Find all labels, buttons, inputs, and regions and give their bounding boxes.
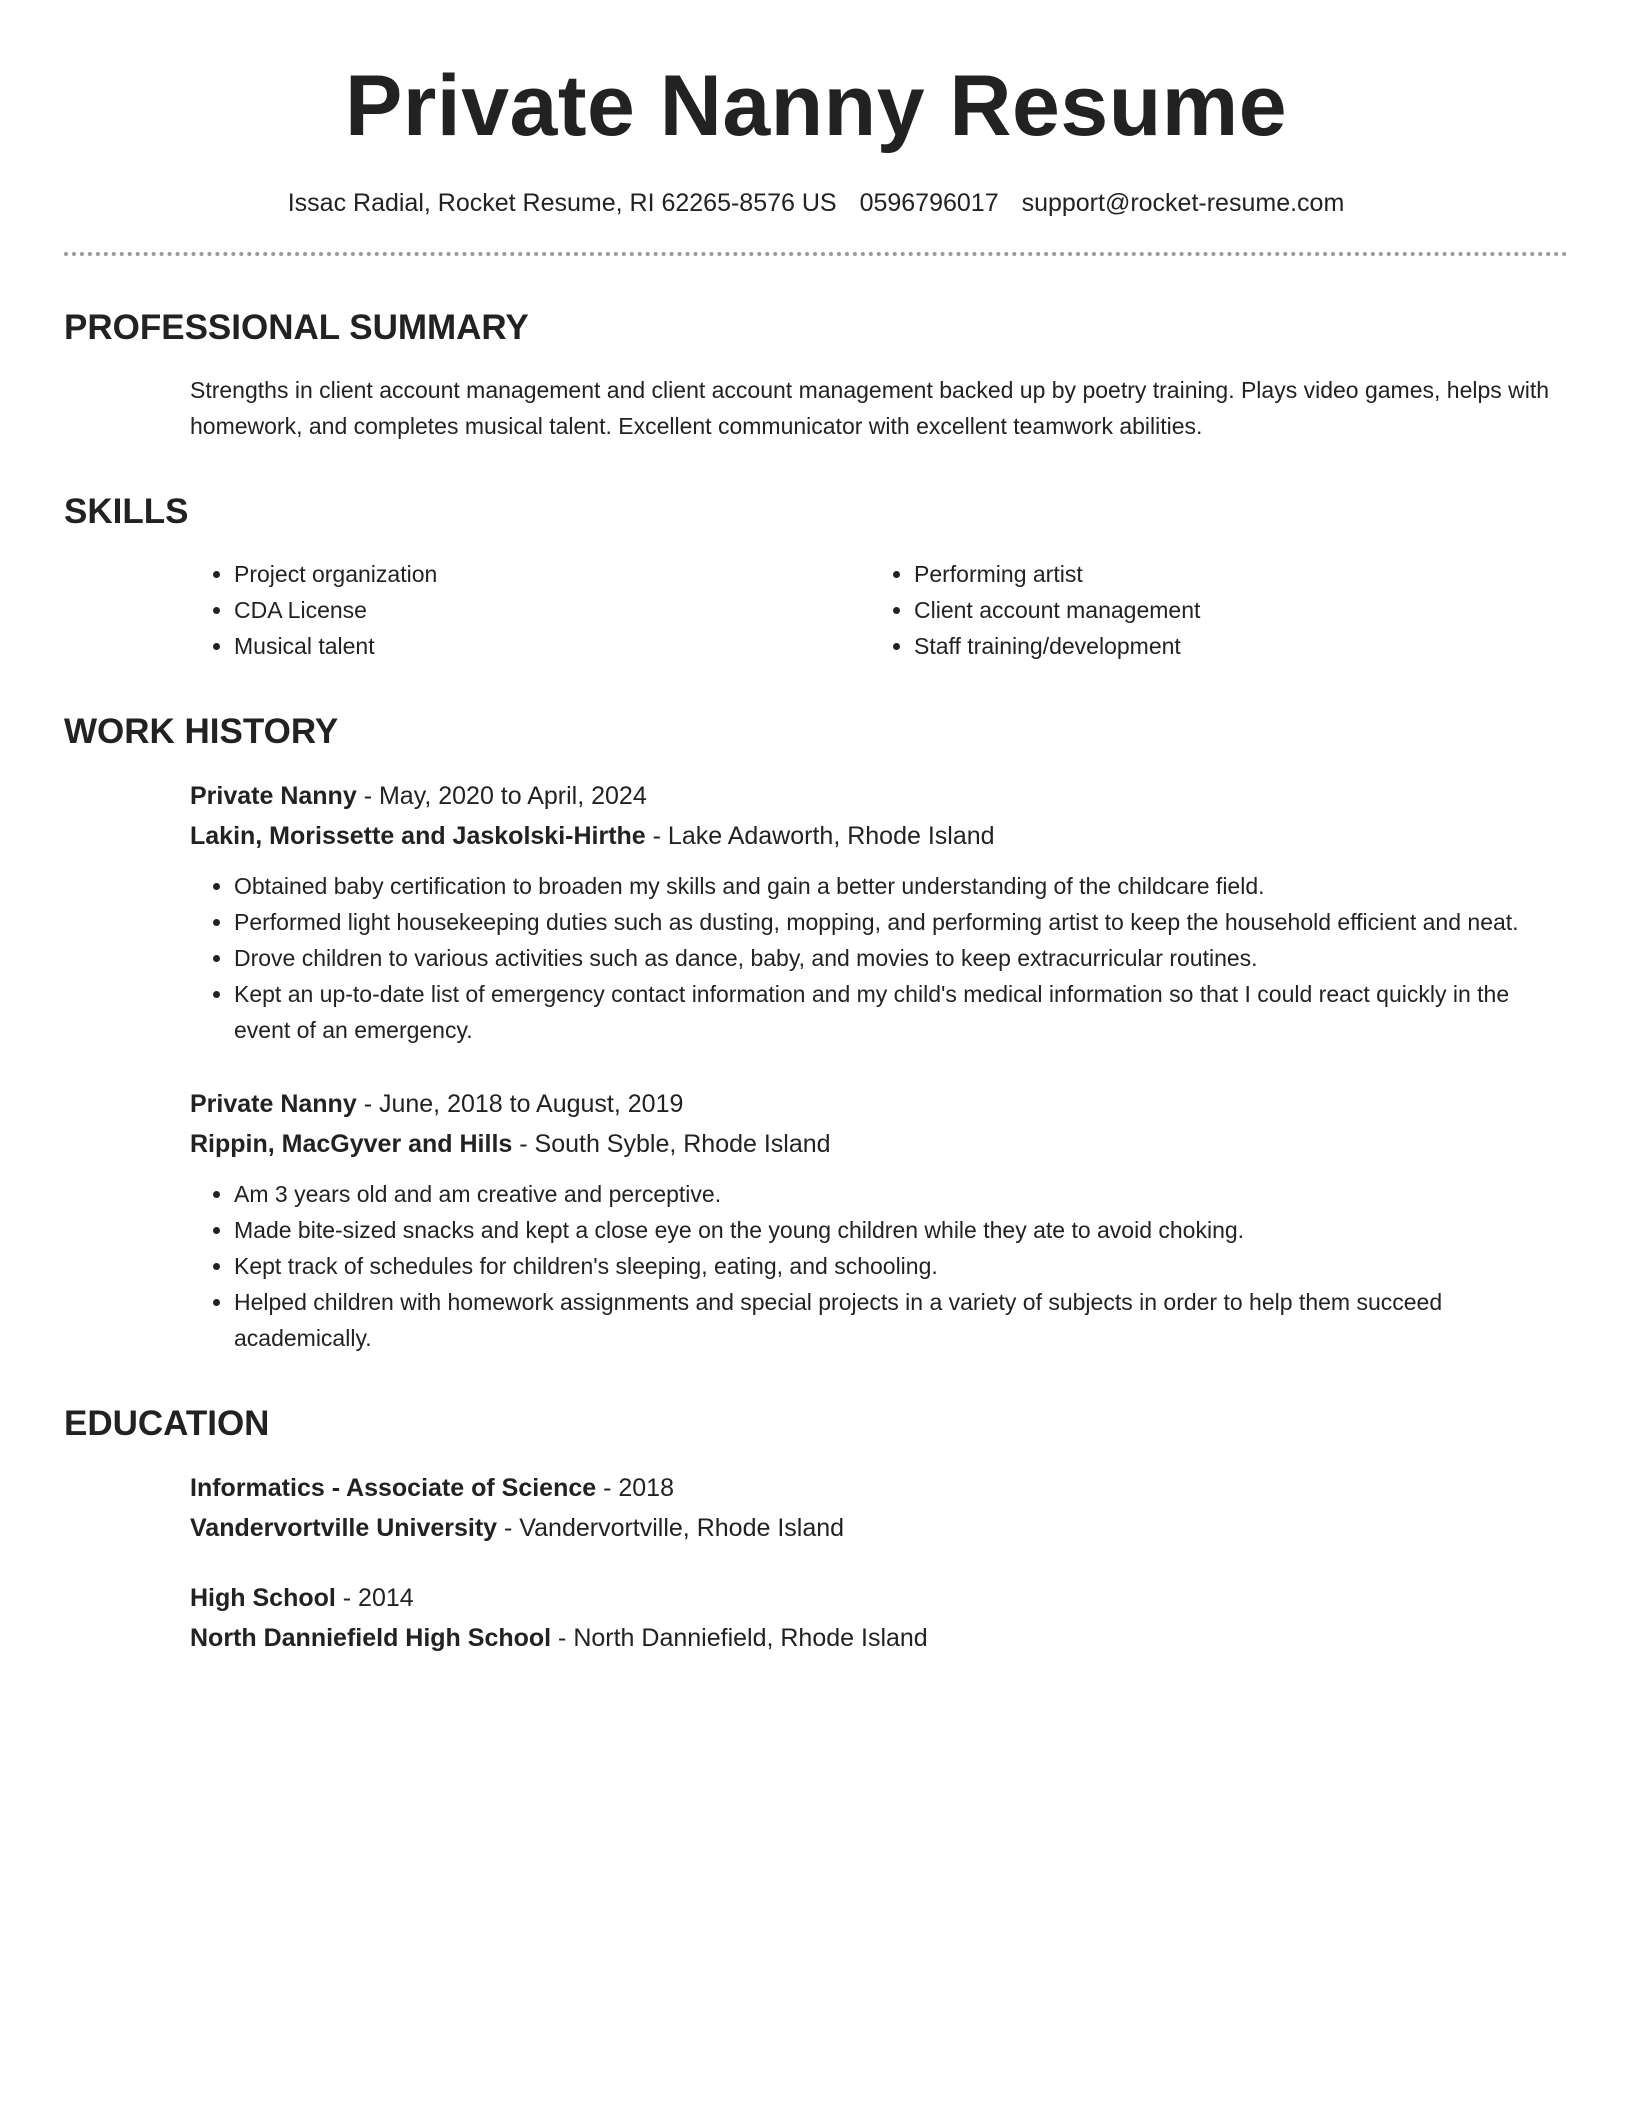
education-degree: High School [190, 1584, 336, 1612]
education-location: - Vandervortville, Rhode Island [497, 1514, 845, 1542]
skill-item: • Project organization [234, 556, 870, 592]
job-duties [190, 1176, 1568, 1356]
contact-email: support@rocket-resume.com [1021, 189, 1345, 217]
summary-text: Strengths in client account management and client account management backed up by poetry training. Plays video games, helps with homework, and completes musical talent. Excellent communicator with excellent teamwork abilities. [190, 377, 1550, 439]
skills-heading: SKILLS [64, 492, 189, 531]
job-duty: • Obtained baby certification to broaden my skills and gain a better understanding of the childcare field. [234, 868, 1568, 904]
job-duty: • Am 3 years old and am creative and perceptive. [234, 1176, 1568, 1212]
skills-section [64, 490, 1568, 664]
job-dates: - June, 2018 to August, 2019 [356, 1090, 684, 1118]
skills-column-left [190, 556, 870, 664]
job-entry [190, 776, 1568, 1048]
job-title-line [190, 776, 1568, 816]
education-degree-line [190, 1468, 1568, 1508]
education-school-line [190, 1618, 1568, 1658]
job-employer: Rippin, MacGyver and Hills [190, 1130, 513, 1158]
contact-address: Issac Radial, Rocket Resume, RI 62265-8576 US [287, 189, 837, 217]
job-location: - South Syble, Rhode Island [512, 1130, 831, 1158]
job-duty: • Kept track of schedules for children's sleeping, eating, and schooling. [234, 1248, 1568, 1284]
education-section [64, 1402, 1568, 1658]
skills-column-right [870, 556, 1550, 664]
resume-title: Private Nanny Resume [344, 58, 1288, 154]
education-entry [190, 1578, 1568, 1658]
job-title: Private Nanny [190, 782, 357, 810]
education-school-line [190, 1508, 1568, 1548]
job-entry [190, 1084, 1568, 1356]
job-duty: • Drove children to various activities such as dance, baby, and movies to keep extracurricular routines. [234, 940, 1568, 976]
work-history-section [64, 710, 1568, 1356]
contact-phone: 0596796017 [859, 189, 999, 217]
education-school: Vandervortville University [190, 1514, 498, 1542]
job-title: Private Nanny [190, 1090, 357, 1118]
education-year: - 2014 [335, 1584, 414, 1612]
job-location: - Lake Adaworth, Rhode Island [645, 822, 995, 850]
skill-item: • CDA License [234, 592, 870, 628]
job-employer-line [190, 816, 1568, 856]
header-divider [64, 252, 1568, 256]
job-duty: • Helped children with homework assignments and special projects in a variety of subjects in order to help them succeed academically. [234, 1284, 1568, 1356]
job-title-line [190, 1084, 1568, 1124]
contact-line [64, 186, 1568, 220]
education-degree: Informatics - Associate of Science [190, 1474, 597, 1502]
skill-item: • Staff training/development [914, 628, 1550, 664]
education-entry [190, 1468, 1568, 1548]
job-dates: - May, 2020 to April, 2024 [356, 782, 647, 810]
skills-grid [190, 556, 1568, 664]
job-employer-line [190, 1124, 1568, 1164]
summary-section [64, 306, 1568, 444]
job-duty: • Performed light housekeeping duties such as dusting, mopping, and performing artist to keep the household efficient and neat. [234, 904, 1568, 940]
job-duty: • Kept an up-to-date list of emergency contact information and my child's medical information so that I could react quickly in the event of an emergency. [234, 976, 1568, 1048]
job-duty: • Made bite-sized snacks and kept a close eye on the young children while they ate to avoid choking. [234, 1212, 1568, 1248]
education-school: North Danniefield High School [190, 1624, 552, 1652]
education-degree-line [190, 1578, 1568, 1618]
education-location: - North Danniefield, Rhode Island [551, 1624, 928, 1652]
work-history-heading: WORK HISTORY [64, 712, 339, 751]
education-heading: EDUCATION [64, 1404, 270, 1443]
resume-header [64, 0, 1568, 220]
job-duties [190, 868, 1568, 1048]
skill-item: • Performing artist [914, 556, 1550, 592]
job-employer: Lakin, Morissette and Jaskolski-Hirthe [190, 822, 646, 850]
education-year: - 2018 [596, 1474, 674, 1502]
skill-item: • Client account management [914, 592, 1550, 628]
summary-heading: PROFESSIONAL SUMMARY [64, 308, 529, 347]
skill-item: • Musical talent [234, 628, 870, 664]
